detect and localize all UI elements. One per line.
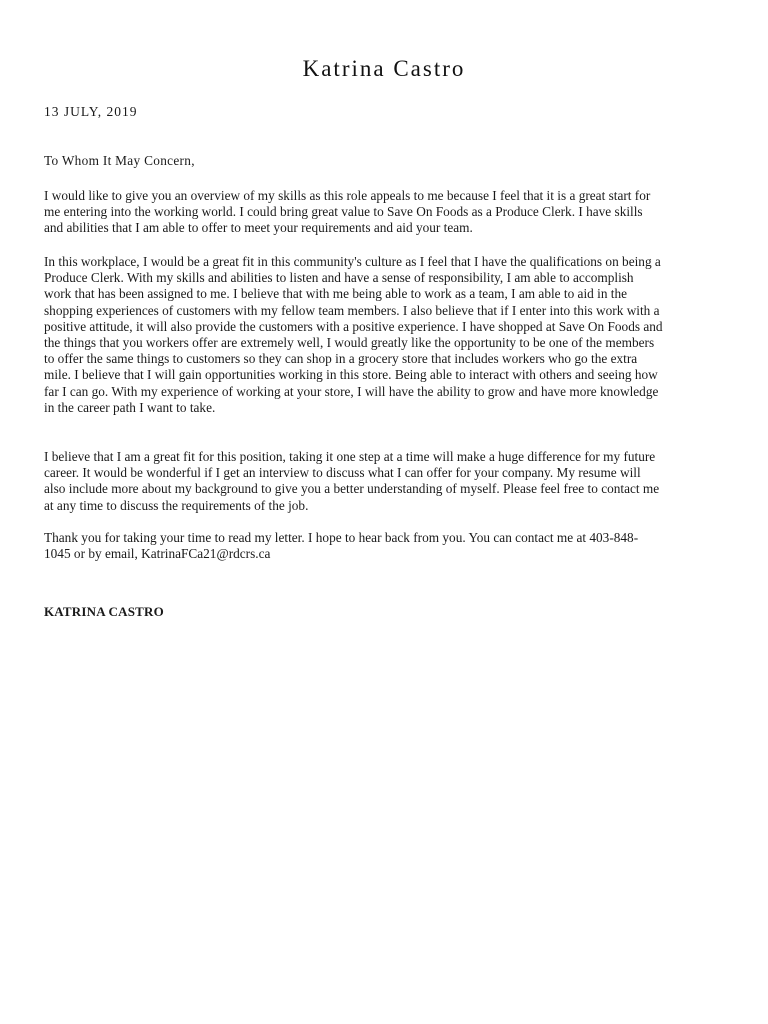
paragraph-fit: In this workplace, I would be a great fit in this community's culture as I feel that I have the qualifications on being a Produce Clerk. With my skills and abilities to listen and have a sense of responsibility, I am able to accomplish work that has been assigned to me. I believe that with me being able to work as a team, I am able to aid in the shopping experiences of customers with my fellow team members. I also believe that if I enter into this work with a positive attitude, it will also provide the customers with a positive experience. I have shopped at Save On Foods and the things that you workers offer are extremely well, I would greatly like the opportunity to be one of the members to offer the same things to customers so they can shop in a grocery store that includes workers who go the extra mile. I believe that I will gain opportunities working in this store. Being able to interact with others and seeing how far I can go. With my experience of working at your store, I will have the ability to grow and have more knowledge in the career path I want to take. [44, 254, 663, 415]
salutation: To Whom It May Concern, [44, 153, 195, 168]
paragraph-interview: I believe that I am a great fit for this position, taking it one step at a time will make a huge difference for my future career. It would be wonderful if I get an interview to discuss what I can offer for your company. My resume will also include more about my background to give you a better understanding of myself. Please feel free to contact me at any time to discuss the requirements of the job. [44, 449, 660, 513]
letter-date: 13 JULY, 2019 [44, 104, 138, 119]
sender-name-heading: Katrina Castro [302, 56, 466, 81]
paragraph-intro: I would like to give you an overview of my skills as this role appeals to me because I feel that it is a great start for me entering into the working world. I could bring great value to Save On Foods as a Produce Clerk. I have skills and abilities that I am able to offer to meet your requirements and aid your team. [44, 188, 651, 236]
paragraph-contact: Thank you for taking your time to read my letter. I hope to hear back from you. You can contact me at 403-848-1045 or by email, KatrinaFCa21@rdcrs.ca [44, 530, 639, 562]
signature-name: KATRINA CASTRO [44, 604, 164, 619]
